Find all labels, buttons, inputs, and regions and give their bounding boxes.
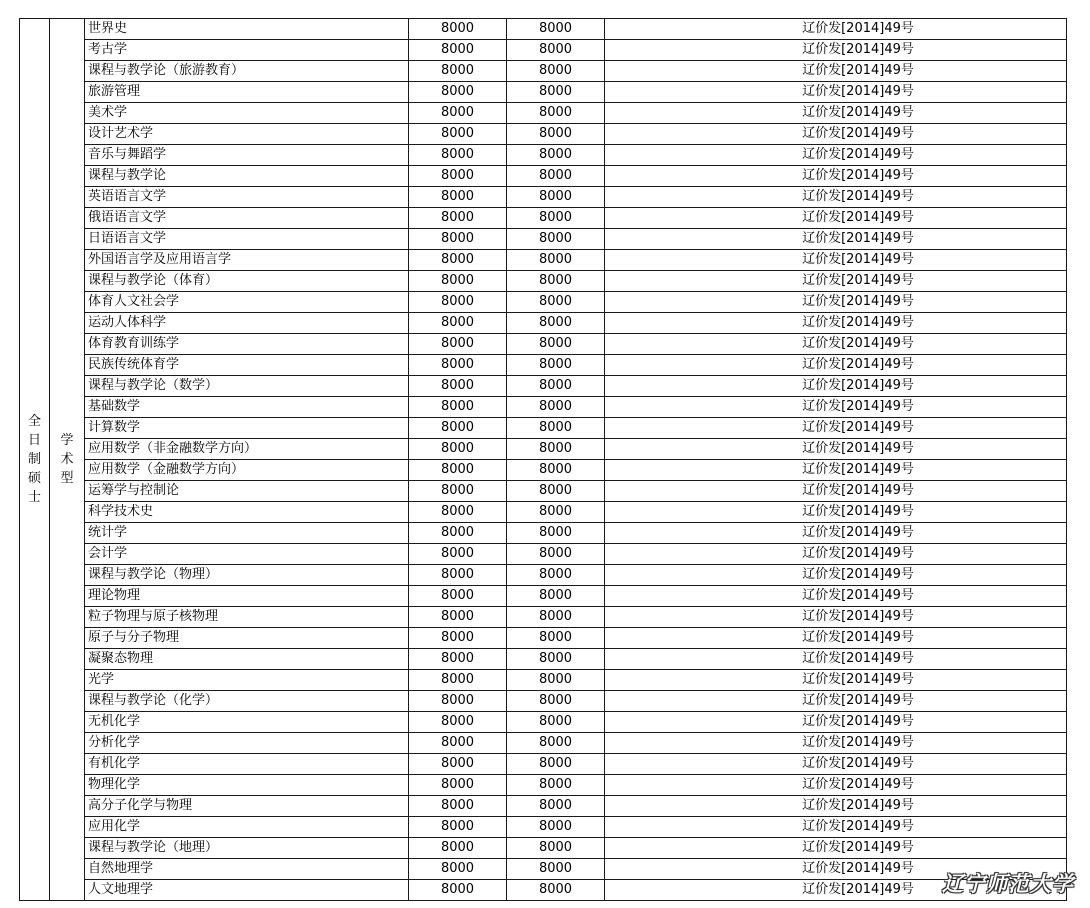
fee-cell-b: 8000 <box>507 103 605 124</box>
fee-cell-b: 8000 <box>507 208 605 229</box>
fee-cell-b: 8000 <box>507 124 605 145</box>
document-number-cell: 辽价发[2014]49号 <box>605 271 1067 292</box>
fee-cell-b: 8000 <box>507 775 605 796</box>
table-row <box>20 250 1067 271</box>
document-number-cell: 辽价发[2014]49号 <box>605 712 1067 733</box>
fee-cell-a: 8000 <box>409 838 507 859</box>
table-row <box>20 334 1067 355</box>
fee-cell-a: 8000 <box>409 292 507 313</box>
table-row <box>20 103 1067 124</box>
fee-cell-a: 8000 <box>409 796 507 817</box>
major-cell: 课程与教学论（地理） <box>85 838 409 859</box>
major-cell: 课程与教学论（旅游教育） <box>85 61 409 82</box>
table-row <box>20 313 1067 334</box>
fee-cell-a: 8000 <box>409 733 507 754</box>
fee-cell-a: 8000 <box>409 565 507 586</box>
fee-cell-b: 8000 <box>507 418 605 439</box>
fee-cell-b: 8000 <box>507 817 605 838</box>
document-number-cell: 辽价发[2014]49号 <box>605 586 1067 607</box>
program-type-cell <box>50 19 85 901</box>
fee-cell-a: 8000 <box>409 712 507 733</box>
table-row <box>20 649 1067 670</box>
document-number-cell: 辽价发[2014]49号 <box>605 229 1067 250</box>
table-row <box>20 838 1067 859</box>
fee-cell-a: 8000 <box>409 523 507 544</box>
table-row <box>20 271 1067 292</box>
table-row <box>20 124 1067 145</box>
table-row <box>20 859 1067 880</box>
table-row <box>20 523 1067 544</box>
major-cell: 俄语语言文学 <box>85 208 409 229</box>
document-number-cell: 辽价发[2014]49号 <box>605 292 1067 313</box>
major-cell: 旅游管理 <box>85 82 409 103</box>
major-cell: 美术学 <box>85 103 409 124</box>
major-cell: 体育教育训练学 <box>85 334 409 355</box>
major-cell: 应用数学（金融数学方向） <box>85 460 409 481</box>
fee-cell-b: 8000 <box>507 859 605 880</box>
fee-cell-b: 8000 <box>507 376 605 397</box>
document-number-cell: 辽价发[2014]49号 <box>605 40 1067 61</box>
document-number-cell: 辽价发[2014]49号 <box>605 61 1067 82</box>
fee-cell-b: 8000 <box>507 82 605 103</box>
table-row <box>20 880 1067 901</box>
document-number-cell: 辽价发[2014]49号 <box>605 502 1067 523</box>
fee-cell-b: 8000 <box>507 607 605 628</box>
major-cell: 自然地理学 <box>85 859 409 880</box>
major-cell: 课程与教学论（化学） <box>85 691 409 712</box>
fee-cell-b: 8000 <box>507 754 605 775</box>
fee-cell-a: 8000 <box>409 607 507 628</box>
fee-cell-b: 8000 <box>507 544 605 565</box>
fee-cell-b: 8000 <box>507 712 605 733</box>
major-cell: 应用数学（非金融数学方向） <box>85 439 409 460</box>
table-row <box>20 187 1067 208</box>
document-number-cell: 辽价发[2014]49号 <box>605 607 1067 628</box>
table-row <box>20 355 1067 376</box>
major-cell: 凝聚态物理 <box>85 649 409 670</box>
fee-cell-a: 8000 <box>409 481 507 502</box>
fee-cell-b: 8000 <box>507 691 605 712</box>
document-number-cell: 辽价发[2014]49号 <box>605 838 1067 859</box>
table-row <box>20 670 1067 691</box>
major-cell: 民族传统体育学 <box>85 355 409 376</box>
table-row <box>20 376 1067 397</box>
major-cell: 运筹学与控制论 <box>85 481 409 502</box>
document-number-cell: 辽价发[2014]49号 <box>605 187 1067 208</box>
major-cell: 光学 <box>85 670 409 691</box>
program-type-label: 学术型 <box>60 432 74 486</box>
table-row <box>20 418 1067 439</box>
major-cell: 原子与分子物理 <box>85 628 409 649</box>
fee-cell-a: 8000 <box>409 754 507 775</box>
fee-cell-b: 8000 <box>507 502 605 523</box>
fee-cell-a: 8000 <box>409 208 507 229</box>
fee-cell-b: 8000 <box>507 271 605 292</box>
major-cell: 体育人文社会学 <box>85 292 409 313</box>
degree-level-label: 全日制硕士 <box>27 413 41 505</box>
fee-cell-a: 8000 <box>409 145 507 166</box>
document-number-cell: 辽价发[2014]49号 <box>605 439 1067 460</box>
major-cell: 分析化学 <box>85 733 409 754</box>
table-row <box>20 754 1067 775</box>
major-cell: 课程与教学论 <box>85 166 409 187</box>
fee-cell-a: 8000 <box>409 250 507 271</box>
fee-cell-b: 8000 <box>507 439 605 460</box>
major-cell: 应用化学 <box>85 817 409 838</box>
table-row <box>20 796 1067 817</box>
fee-cell-a: 8000 <box>409 670 507 691</box>
major-cell: 无机化学 <box>85 712 409 733</box>
fee-cell-a: 8000 <box>409 397 507 418</box>
table-row <box>20 208 1067 229</box>
fee-cell-a: 8000 <box>409 334 507 355</box>
major-cell: 基础数学 <box>85 397 409 418</box>
table-row <box>20 775 1067 796</box>
table-row <box>20 712 1067 733</box>
fee-cell-a: 8000 <box>409 82 507 103</box>
fee-cell-b: 8000 <box>507 481 605 502</box>
major-cell: 考古学 <box>85 40 409 61</box>
fee-cell-b: 8000 <box>507 61 605 82</box>
document-number-cell: 辽价发[2014]49号 <box>605 334 1067 355</box>
fee-cell-b: 8000 <box>507 313 605 334</box>
fee-cell-a: 8000 <box>409 19 507 40</box>
major-cell: 计算数学 <box>85 418 409 439</box>
table-row <box>20 628 1067 649</box>
fee-cell-a: 8000 <box>409 460 507 481</box>
fee-cell-a: 8000 <box>409 586 507 607</box>
fee-cell-b: 8000 <box>507 187 605 208</box>
fee-cell-a: 8000 <box>409 61 507 82</box>
table-row <box>20 40 1067 61</box>
document-number-cell: 辽价发[2014]49号 <box>605 166 1067 187</box>
document-number-cell: 辽价发[2014]49号 <box>605 775 1067 796</box>
fee-cell-b: 8000 <box>507 460 605 481</box>
fee-cell-a: 8000 <box>409 859 507 880</box>
major-cell: 课程与教学论（数学） <box>85 376 409 397</box>
document-number-cell: 辽价发[2014]49号 <box>605 250 1067 271</box>
document-number-cell: 辽价发[2014]49号 <box>605 544 1067 565</box>
document-number-cell: 辽价发[2014]49号 <box>605 82 1067 103</box>
fee-cell-a: 8000 <box>409 376 507 397</box>
fee-cell-b: 8000 <box>507 292 605 313</box>
document-number-cell: 辽价发[2014]49号 <box>605 397 1067 418</box>
fee-cell-b: 8000 <box>507 733 605 754</box>
fee-cell-a: 8000 <box>409 40 507 61</box>
fee-cell-a: 8000 <box>409 271 507 292</box>
document-number-cell: 辽价发[2014]49号 <box>605 691 1067 712</box>
major-cell: 有机化学 <box>85 754 409 775</box>
table-row <box>20 691 1067 712</box>
fee-cell-b: 8000 <box>507 145 605 166</box>
fee-cell-b: 8000 <box>507 649 605 670</box>
table-row <box>20 145 1067 166</box>
fee-cell-a: 8000 <box>409 439 507 460</box>
table-row <box>20 460 1067 481</box>
fee-cell-a: 8000 <box>409 649 507 670</box>
table-row <box>20 544 1067 565</box>
table-row <box>20 607 1067 628</box>
table-row <box>20 19 1067 40</box>
fee-cell-b: 8000 <box>507 565 605 586</box>
major-cell: 物理化学 <box>85 775 409 796</box>
table-row <box>20 817 1067 838</box>
fee-cell-b: 8000 <box>507 397 605 418</box>
fee-cell-b: 8000 <box>507 19 605 40</box>
major-cell: 高分子化学与物理 <box>85 796 409 817</box>
fee-cell-a: 8000 <box>409 187 507 208</box>
fee-table-body <box>20 19 1067 901</box>
document-number-cell: 辽价发[2014]49号 <box>605 796 1067 817</box>
document-number-cell: 辽价发[2014]49号 <box>605 481 1067 502</box>
major-cell: 世界史 <box>85 19 409 40</box>
document-number-cell: 辽价发[2014]49号 <box>605 376 1067 397</box>
fee-table <box>19 18 1067 901</box>
fee-cell-a: 8000 <box>409 691 507 712</box>
fee-cell-a: 8000 <box>409 544 507 565</box>
fee-cell-b: 8000 <box>507 838 605 859</box>
major-cell: 会计学 <box>85 544 409 565</box>
document-number-cell: 辽价发[2014]49号 <box>605 628 1067 649</box>
document-number-cell: 辽价发[2014]49号 <box>605 859 1067 880</box>
document-number-cell: 辽价发[2014]49号 <box>605 523 1067 544</box>
document-number-cell: 辽价发[2014]49号 <box>605 670 1067 691</box>
fee-cell-b: 8000 <box>507 880 605 901</box>
fee-cell-b: 8000 <box>507 628 605 649</box>
fee-cell-b: 8000 <box>507 166 605 187</box>
fee-cell-a: 8000 <box>409 502 507 523</box>
fee-cell-b: 8000 <box>507 334 605 355</box>
major-cell: 日语语言文学 <box>85 229 409 250</box>
table-row <box>20 61 1067 82</box>
document-number-cell: 辽价发[2014]49号 <box>605 754 1067 775</box>
document-number-cell: 辽价发[2014]49号 <box>605 145 1067 166</box>
table-row <box>20 229 1067 250</box>
fee-cell-a: 8000 <box>409 313 507 334</box>
fee-cell-a: 8000 <box>409 775 507 796</box>
table-row <box>20 565 1067 586</box>
fee-cell-b: 8000 <box>507 670 605 691</box>
document-number-cell: 辽价发[2014]49号 <box>605 208 1067 229</box>
fee-cell-b: 8000 <box>507 796 605 817</box>
fee-cell-a: 8000 <box>409 355 507 376</box>
major-cell: 音乐与舞蹈学 <box>85 145 409 166</box>
fee-cell-a: 8000 <box>409 880 507 901</box>
table-row <box>20 292 1067 313</box>
fee-cell-b: 8000 <box>507 250 605 271</box>
fee-cell-a: 8000 <box>409 103 507 124</box>
university-watermark: 辽宁师范大学 <box>942 871 1074 896</box>
table-row <box>20 733 1067 754</box>
document-number-cell: 辽价发[2014]49号 <box>605 733 1067 754</box>
major-cell: 设计艺术学 <box>85 124 409 145</box>
document-number-cell: 辽价发[2014]49号 <box>605 103 1067 124</box>
table-row <box>20 166 1067 187</box>
fee-cell-b: 8000 <box>507 40 605 61</box>
major-cell: 统计学 <box>85 523 409 544</box>
fee-cell-b: 8000 <box>507 586 605 607</box>
fee-cell-b: 8000 <box>507 355 605 376</box>
major-cell: 人文地理学 <box>85 880 409 901</box>
table-row <box>20 439 1067 460</box>
table-row <box>20 82 1067 103</box>
document-number-cell: 辽价发[2014]49号 <box>605 565 1067 586</box>
document-number-cell: 辽价发[2014]49号 <box>605 460 1067 481</box>
major-cell: 运动人体科学 <box>85 313 409 334</box>
major-cell: 外国语言学及应用语言学 <box>85 250 409 271</box>
degree-level-cell <box>20 19 50 901</box>
fee-cell-a: 8000 <box>409 124 507 145</box>
document-number-cell: 辽价发[2014]49号 <box>605 19 1067 40</box>
major-cell: 理论物理 <box>85 586 409 607</box>
major-cell: 课程与教学论（物理） <box>85 565 409 586</box>
fee-cell-a: 8000 <box>409 418 507 439</box>
table-row <box>20 481 1067 502</box>
fee-cell-a: 8000 <box>409 628 507 649</box>
major-cell: 英语语言文学 <box>85 187 409 208</box>
major-cell: 科学技术史 <box>85 502 409 523</box>
fee-cell-a: 8000 <box>409 817 507 838</box>
major-cell: 粒子物理与原子核物理 <box>85 607 409 628</box>
document-number-cell: 辽价发[2014]49号 <box>605 418 1067 439</box>
table-row <box>20 586 1067 607</box>
document-number-cell: 辽价发[2014]49号 <box>605 649 1067 670</box>
document-number-cell: 辽价发[2014]49号 <box>605 880 1067 901</box>
fee-cell-a: 8000 <box>409 166 507 187</box>
major-cell: 课程与教学论（体育） <box>85 271 409 292</box>
document-number-cell: 辽价发[2014]49号 <box>605 313 1067 334</box>
table-row <box>20 397 1067 418</box>
table-row <box>20 502 1067 523</box>
document-number-cell: 辽价发[2014]49号 <box>605 355 1067 376</box>
document-number-cell: 辽价发[2014]49号 <box>605 124 1067 145</box>
fee-cell-b: 8000 <box>507 229 605 250</box>
document-number-cell: 辽价发[2014]49号 <box>605 817 1067 838</box>
fee-cell-b: 8000 <box>507 523 605 544</box>
fee-cell-a: 8000 <box>409 229 507 250</box>
